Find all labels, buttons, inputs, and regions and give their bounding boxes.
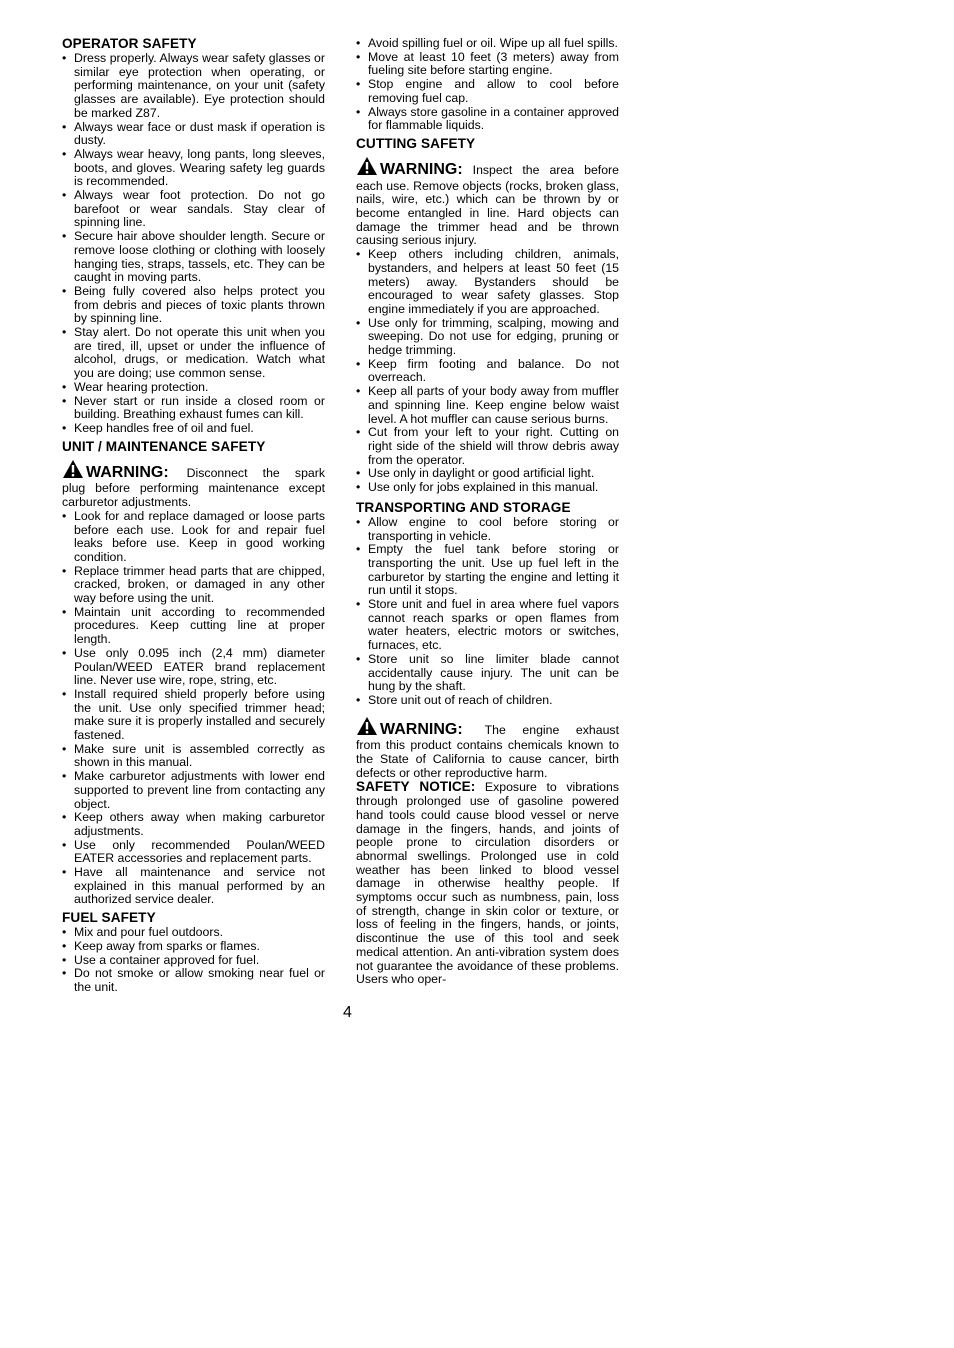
warning-triangle-icon — [356, 156, 378, 180]
right-column — [356, 37, 619, 987]
transport-storage-list — [356, 516, 619, 708]
list-item: • Use only in daylight or good artificial light. — [356, 467, 619, 481]
list-item: • Allow engine to cool before storing or transporting in vehicle. — [356, 516, 619, 543]
list-item: • Being fully covered also helps protect you from debris and pieces of toxic plants thrown by spinning line. — [62, 285, 325, 326]
operator-safety-list — [62, 52, 325, 436]
list-item: • Always wear foot protection. Do not go barefoot or wear sandals. Stay clear of spinning line. — [62, 189, 325, 230]
fuel-safety-heading: FUEL SAFETY — [62, 910, 156, 926]
list-item: • Keep firm footing and balance. Do not overreach. — [356, 358, 619, 385]
warning-label: WARNING: — [380, 720, 463, 738]
list-item: • Stop engine and allow to cool before removing fuel cap. — [356, 78, 619, 105]
unit-warning — [62, 459, 325, 510]
warning-text: Inspect the area before each use. Remove objects (rocks, broken glass, nails, wire, etc.) which can be thrown by or become entangled in line. Hard objects can damage the trimmer head and be thrown causing serious injury. — [356, 162, 619, 248]
list-item: • Empty the fuel tank before storing or transporting the unit. Use up fuel left in the carburetor by starting the engine and letting it run until it stops. — [356, 543, 619, 598]
list-item: • Make carburetor adjustments with lower end supported to prevent line from contacting any object. — [62, 770, 325, 811]
list-item: • Do not smoke or allow smoking near fuel or the unit. — [62, 967, 325, 994]
list-item: • Move at least 10 feet (3 meters) away from fueling site before starting engine. — [356, 51, 619, 78]
unit-maintenance-heading: UNIT / MAINTENANCE SAFETY — [62, 438, 266, 454]
list-item: • Avoid spilling fuel or oil. Wipe up all fuel spills. — [356, 37, 619, 51]
list-item: • Use a container approved for fuel. — [62, 954, 325, 968]
left-column — [62, 34, 325, 995]
list-item: • Always store gasoline in a container approved for flammable liquids. — [356, 106, 619, 133]
cutting-warning — [356, 156, 619, 248]
list-item: • Keep others away when making carburetor adjustments. — [62, 811, 325, 838]
safety-notice-label: SAFETY NOTICE: — [356, 779, 476, 795]
list-item: • Make sure unit is assembled correctly as shown in this manual. — [62, 743, 325, 770]
safety-notice-text: Exposure to vibrations through prolonged use of gasoline powered hand tools could cause blood vessel or nerve damage in the fingers, hands, and joints of people prone to circulation disorders or abnormal swellings. Prolonged use in cold weather has been linked to blood vessel damage in otherwise healthy people. If symptoms occur such as numbness, pain, loss of strength, change in skin color or texture, or loss of feeling in the fingers, hands, or joints, discontinue the use of this tool and seek medical attention. An anti-vibration system does not guarantee the avoidance of these problems. Users who oper- — [356, 780, 620, 987]
warning-label: WARNING: — [380, 160, 463, 178]
list-item: • Look for and replace damaged or loose parts before each use. Look for and repair fuel leaks before use. Keep in good working condition. — [62, 510, 325, 565]
list-item: • Keep handles free of oil and fuel. — [62, 422, 325, 436]
list-item: • Use only 0.095 inch (2,4 mm) diameter Poulan/WEED EATER brand replacement line. Never use wire, rope, string, etc. — [62, 647, 325, 688]
list-item: • Store unit so line limiter blade cannot accidentally cause injury. The unit can be hung by the shaft. — [356, 653, 619, 694]
operator-safety-heading: OPERATOR SAFETY — [62, 36, 197, 51]
list-item: • Stay alert. Do not operate this unit when you are tired, ill, upset or under the influence of alcohol, drugs, or medication. Watch what you are doing; use common sense. — [62, 326, 325, 381]
california-warning — [356, 716, 619, 781]
list-item: • Keep away from sparks or flames. — [62, 940, 325, 954]
unit-maintenance-list — [62, 510, 325, 907]
warning-label: WARNING: — [86, 463, 169, 481]
list-item: • Use only for trimming, scalping, mowing and sweeping. Do not use for edging, pruning or hedge trimming. — [356, 317, 619, 358]
cutting-safety-list — [356, 248, 619, 495]
list-item: • Maintain unit according to recommended procedures. Keep cutting line at proper length. — [62, 606, 325, 647]
list-item: • Wear hearing protection. — [62, 381, 325, 395]
list-item: • Install required shield properly before using the unit. Use only specified trimmer head; make sure it is properly installed and securely fastened. — [62, 688, 325, 743]
safety-notice — [356, 780, 619, 987]
warning-text: The engine exhaust from this product contains chemicals known to the State of California to cause cancer, birth defects or other reproductive harm. — [356, 722, 619, 780]
fuel-safety-list-continued — [356, 37, 619, 133]
transport-storage-heading: TRANSPORTING AND STORAGE — [356, 499, 571, 515]
list-item: • Cut from your left to your right. Cutting on right side of the shield will throw debris away from the operator. — [356, 426, 619, 467]
list-item: • Use only for jobs explained in this manual. — [356, 481, 619, 495]
list-item: • Dress properly. Always wear safety glasses or similar eye protection when operating, or performing maintenance, on your unit (safety glasses are available). Eye protection should be marked Z87. — [62, 52, 325, 121]
list-item: • Store unit out of reach of children. — [356, 694, 619, 708]
list-item: • Store unit and fuel in area where fuel vapors cannot reach sparks or open flames from water heaters, electric motors or switches, furnaces, etc. — [356, 598, 619, 653]
page-number: 4 — [343, 1004, 352, 1021]
list-item: • Always wear heavy, long pants, long sleeves, boots, and gloves. Wearing safety leg guards is recommended. — [62, 148, 325, 189]
warning-triangle-icon — [356, 716, 378, 740]
list-item: • Keep others including children, animals, bystanders, and helpers at least 50 feet (15 meters) away. Bystanders should be encouraged to wear safety glasses. Stop engine immediately if you are approached. — [356, 248, 619, 317]
cutting-safety-heading: CUTTING SAFETY — [356, 135, 476, 151]
list-item: • Replace trimmer head parts that are chipped, cracked, broken, or damaged in any other way before using the unit. — [62, 565, 325, 606]
list-item: • Mix and pour fuel outdoors. — [62, 926, 325, 940]
list-item: • Have all maintenance and service not explained in this manual performed by an authorized service dealer. — [62, 866, 325, 907]
list-item: • Always wear face or dust mask if operation is dusty. — [62, 121, 325, 148]
fuel-safety-list — [62, 926, 325, 995]
list-item: • Use only recommended Poulan/WEED EATER accessories and replacement parts. — [62, 839, 325, 866]
list-item: • Secure hair above shoulder length. Secure or remove loose clothing or clothing with loosely hanging ties, straps, tassels, etc. They can be caught in moving parts. — [62, 230, 325, 285]
list-item: • Keep all parts of your body away from muffler and spinning line. Keep engine below waist level. A hot muffler can cause serious burns. — [356, 385, 619, 426]
list-item: • Never start or run inside a closed room or building. Breathing exhaust fumes can kill. — [62, 395, 325, 422]
warning-text: Disconnect the spark plug before performing maintenance except carburetor adjustments. — [62, 465, 325, 510]
warning-triangle-icon — [62, 459, 84, 483]
